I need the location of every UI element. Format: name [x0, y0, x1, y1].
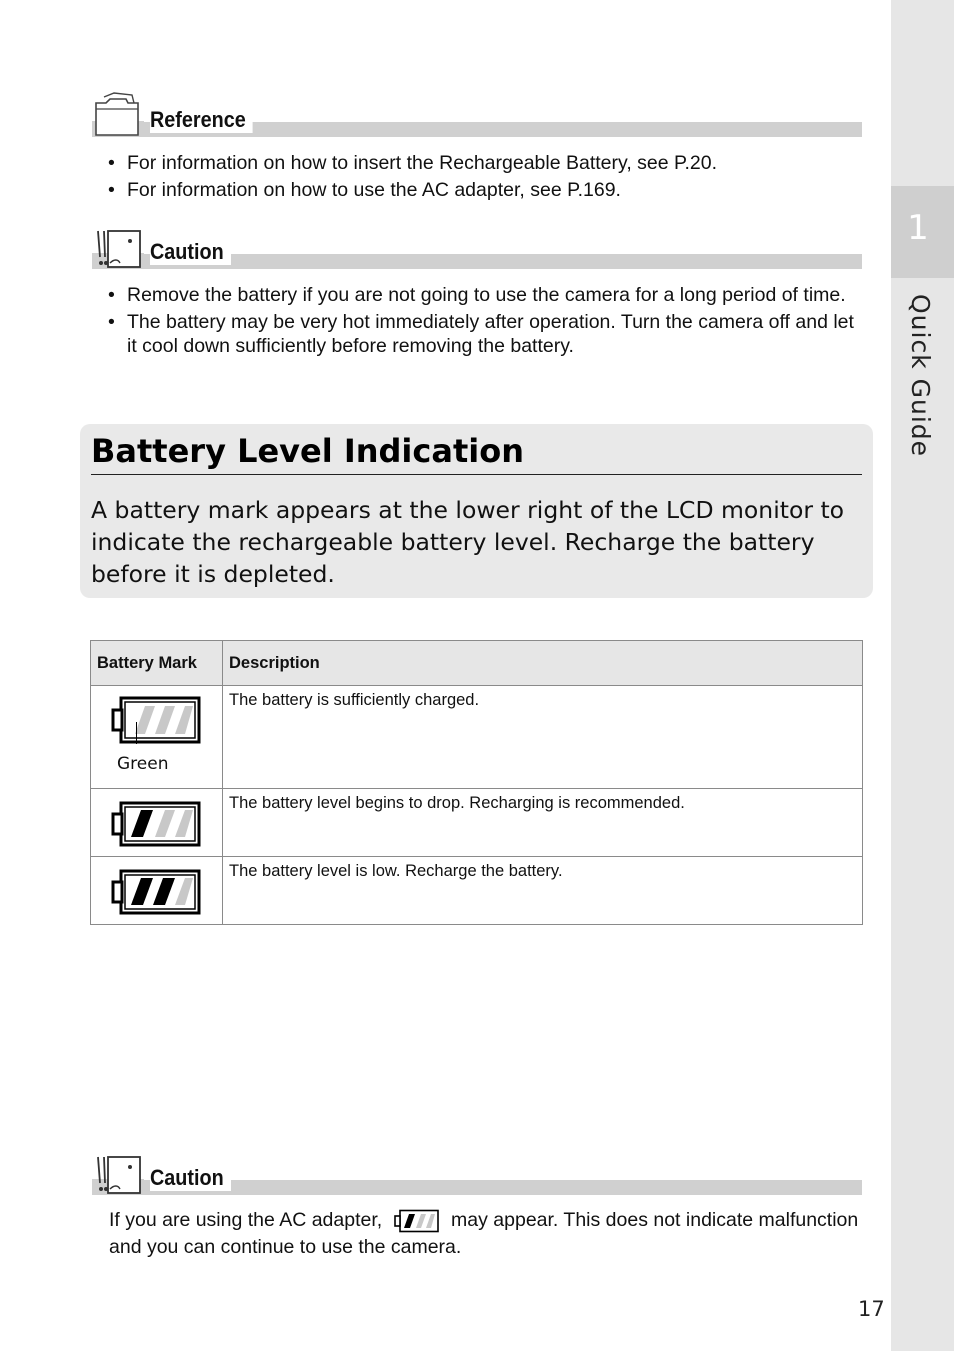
callout-line — [136, 722, 137, 744]
table-row — [91, 686, 863, 789]
chapter-tab — [891, 186, 954, 278]
battery-medium-icon — [394, 1209, 440, 1233]
caution-icon — [92, 219, 144, 269]
battery-mark-table — [90, 640, 863, 925]
caution-icon — [92, 1145, 144, 1195]
battery-low-icon — [111, 869, 201, 915]
chapter-number: 1 — [907, 208, 929, 248]
section-title: Battery Level Indication — [91, 432, 524, 470]
reference-folder-icon — [92, 89, 144, 137]
description-cell: The battery is sufficiently charged. — [223, 686, 863, 789]
battery-mark-cell — [91, 686, 223, 789]
reference-item: • For information on how to use the AC adapter, see P.169. — [108, 178, 717, 202]
table-row — [91, 789, 863, 857]
battery-section-panel — [80, 424, 873, 598]
caution-item: • The battery may be very hot immediately after operation. Turn the camera off and let it cool down sufficiently before removing the battery. — [108, 310, 868, 358]
caution-list — [108, 283, 868, 361]
caution-heading — [92, 1145, 862, 1195]
page-number: 17 — [858, 1297, 885, 1321]
reference-list — [108, 151, 717, 205]
battery-mark-cell — [91, 789, 223, 857]
battery-medium-icon — [111, 801, 201, 847]
caution-item: • Remove the battery if you are not going to use the camera for a long period of time. — [108, 283, 868, 307]
caution-text-before: If you are using the AC adapter, — [109, 1209, 383, 1231]
column-header: Battery Mark — [91, 641, 223, 686]
description-cell: The battery level is low. Recharge the battery. — [223, 857, 863, 925]
caution-title: Caution — [150, 239, 231, 265]
reference-title: Reference — [150, 107, 253, 133]
battery-full-icon — [111, 696, 201, 744]
reference-item: • For information on how to insert the Rechargeable Battery, see P.20. — [108, 151, 717, 175]
caution-heading — [92, 219, 862, 269]
column-header: Description — [223, 641, 863, 686]
battery-mark-cell — [91, 857, 223, 925]
chapter-label: Quick Guide — [906, 294, 935, 458]
section-intro: A battery mark appears at the lower right of the LCD monitor to indicate the rechargeable battery level. Recharge the battery before it is depleted. — [91, 496, 845, 588]
caution-text-after: may appear. This does not indicate malfunction and you can continue to use the camera. — [109, 1209, 859, 1258]
table-header-row — [91, 641, 863, 686]
color-note: Green — [117, 754, 169, 774]
reference-heading — [92, 87, 862, 137]
description-cell: The battery level begins to drop. Recharging is recommended. — [223, 789, 863, 857]
caution-title: Caution — [150, 1165, 231, 1191]
table-row — [91, 857, 863, 925]
caution-paragraph — [109, 1207, 869, 1261]
title-divider — [91, 474, 862, 475]
